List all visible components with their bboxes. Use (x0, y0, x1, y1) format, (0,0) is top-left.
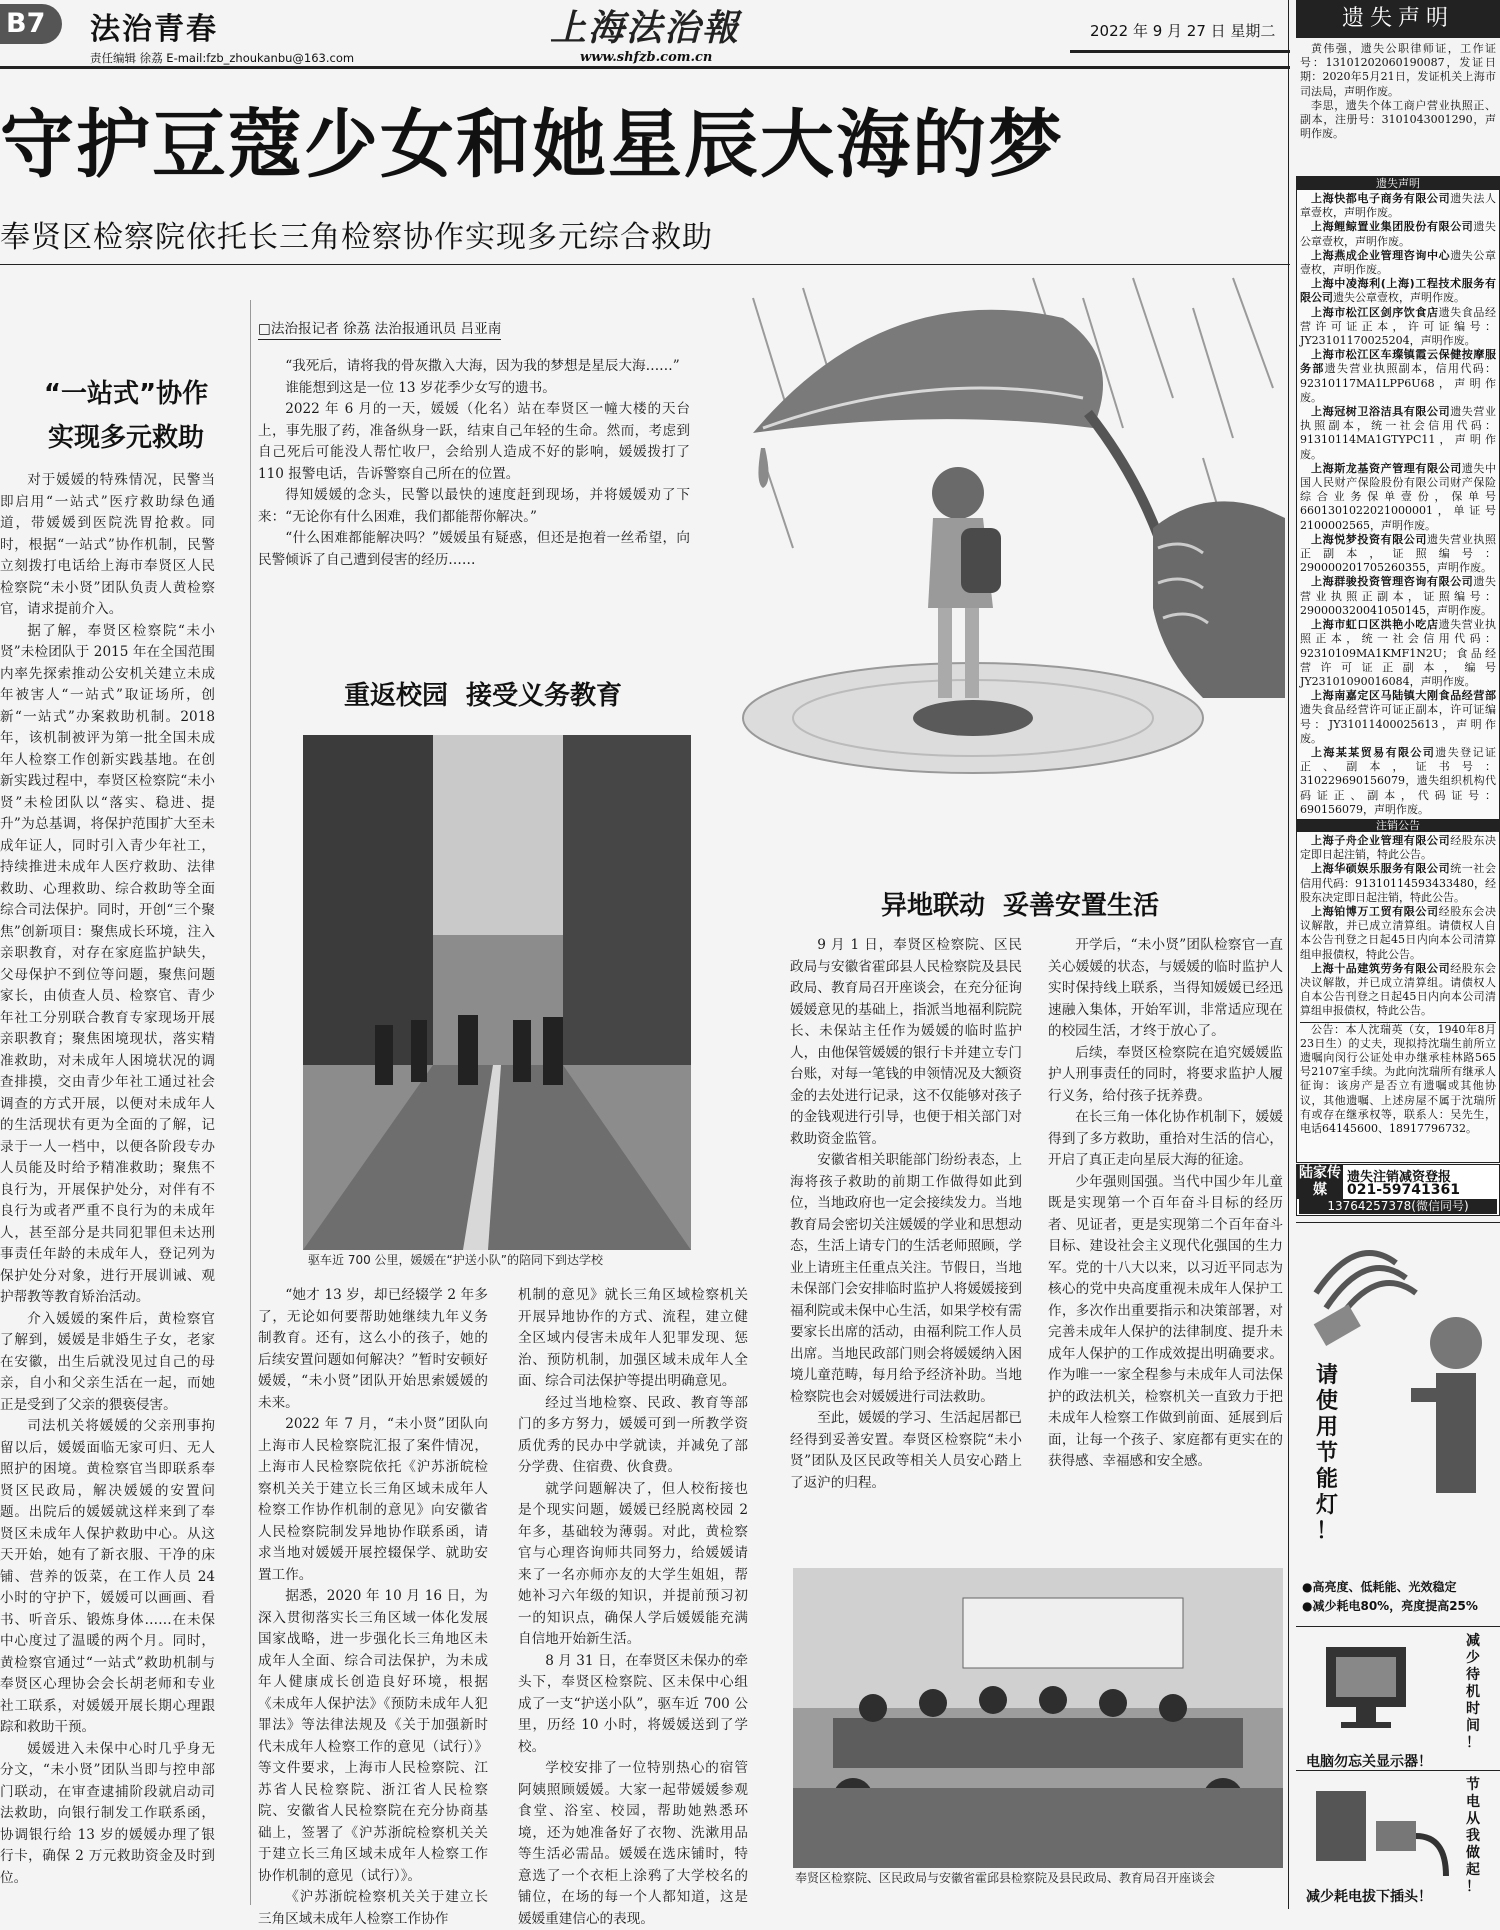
cancel-text: 统一社会信用代码：91310114593433480，经股东决定即日起注销，特此公告。 (1300, 862, 1497, 904)
ad-service: 遗失注销减资登报 (1347, 1170, 1452, 1185)
ad-company: 上海市松江区剑序饮食店 (1311, 305, 1439, 319)
header-rule (0, 66, 1290, 69)
cancel-company: 上海铂博万工贸有限公司 (1311, 904, 1439, 918)
photo-walking-to-school (303, 735, 691, 1250)
ad-entry (1300, 348, 1496, 405)
ad-entry (1300, 192, 1496, 220)
cancel-entry (1300, 834, 1496, 862)
ad-company: 上海市松江区车璨镇霞云保健按摩服务部 (1300, 348, 1496, 376)
ad-company: 上海某某贸易有限公司 (1311, 745, 1436, 759)
sidebar (1296, 0, 1500, 1909)
section1-heading (0, 372, 252, 460)
ad-text: 遗失公章壹枚，声明作废。 (1300, 248, 1497, 277)
paragraph: “她才 13 岁，却已经辍学 2 年多了，无论如何要帮助她继续九年义务制教育。还有，这么小的孩子，她的后续安置问题如何解决？”暂时安顿好媛媛，“未小贤”团队开始思索媛媛的未来。 (258, 1287, 488, 1411)
ad-phone-wechat[interactable]: 13764257378(微信同号) (1299, 1199, 1497, 1214)
ad-text: 遗失中国人民财产保险股份有限公司财产保险综合业务保单壹份，保单号6601301022021000001，单证号2100002565，声明作废。 (1300, 461, 1497, 532)
notice-title: 遗失声明 (1341, 6, 1454, 31)
ad-entry (1300, 746, 1496, 817)
notice-entry: 黄伟强，遗失公职律师证，工作证号：13101202060190087，发证日期：2020年5月21日，发证机关上海市司法局，声明作废。 (1300, 42, 1496, 98)
editor-line: 责任编辑 徐荔 E-mail:fzb_zhoukanbu@163.com (90, 51, 355, 65)
paragraph: 《沪苏浙皖检察机关关于建立长三角区域未成年人检察工作协作 (258, 1889, 488, 1927)
backpack-shape (961, 528, 1001, 593)
psa-2-side: 减少待机时间！ (1466, 1633, 1480, 1751)
psa-1-title: 请使用节能灯！ (1316, 1363, 1339, 1544)
public-notice: 公告：本人沈瑞英（女，1940年8月23日生）的丈夫，现拟持沈瑞生前所立遗嘱向闵行公证处申办继承桂林路565号2107室手续。为此向沈瑞所有继承人征询：该房产是否立有遗嘱或其他协议，其他遗嘱、上述房屋不属于沈瑞所有或存在继承权等，联系人：吴先生，电话64145600、18917796732。 (1300, 1022, 1496, 1135)
ad-text: 遗失营业执照副本，统一社会信用代码：91310114MA1GTYPC11，声明作废。 (1300, 405, 1497, 461)
ad-entry (1300, 306, 1496, 349)
ad-company: 上海群骏投资管理咨询有限公司 (1311, 575, 1474, 589)
paragraph: “什么困难都能解决吗？”媛媛虽有疑惑，但还是抱着一丝希望，向民警倾诉了自己遭到侵害的经历…… (258, 530, 690, 568)
paragraph: 据悉，2020 年 10 月 16 日，为深入贯彻落实长三角区域一体化发展国家战略，进一步强化长三角地区未成年人全面、综合司法保护，为未成年人健康成长创造良好环境，根据《未成年人保护法》《预防未成年人犯罪法》等法律法规及《关于加强新时代未成年人检察工作的意见（试行）》等文件要求，上海市人民检察院、江苏省人民检察院、浙江省人民检察院、安徽省人民检察院在充分协商基础上，签署了《沪苏浙皖检察机关关于建立长三角区域未成年人检察工作协作机制的意见（试行）》。 (258, 1588, 488, 1884)
ad-entry (1300, 405, 1496, 462)
cancel-entry (1300, 862, 1496, 905)
section2-col-a (258, 1285, 488, 1927)
paragraph: 安徽省相关职能部门纷纷表态，上海将孩子救助的前期工作做得如此到位，当地政府也一定会接续发力。当地教育局会密切关注媛媛的学业和思想动态，生活上请专门的生活老师照顾，学业上请班主任重点关注。节假日，当地未保部门会安排临时监护人将媛媛接到福利院或未保中心生活，如果学校有需要家长出席的活动，由福利院工作人员出席。当地民政部门则会将媛媛纳入困境儿童范畴，每月给予经济补助。当地检察院也会对媛媛进行司法救助。 (790, 1152, 1022, 1405)
masthead-url[interactable]: www.shfzb.com.cn (580, 50, 713, 65)
ad-contact-bar[interactable] (1296, 1164, 1500, 1216)
ad-text: 遗失法人章壹枚，声明作废。 (1300, 192, 1497, 220)
ad-brand-label: 陆家传媒 (1299, 1165, 1341, 1198)
ad-company: 上海斯龙基资产管理有限公司 (1311, 461, 1462, 475)
cancel-entry (1300, 905, 1496, 962)
column-rule (250, 300, 251, 1905)
ad-entry (1300, 689, 1496, 746)
girl-head (932, 467, 984, 519)
masthead: 上海法治報 (550, 7, 741, 49)
byline: □法治报记者 徐荔 法治报通讯员 吕亚南 (258, 317, 501, 340)
notice-list (1300, 42, 1496, 141)
paragraph: 至此，媛媛的学习、生活起居都已经得到妥善安置。奉贤区检察院“未小贤”团队及区民政等相关人员安心踏上了返沪的归程。 (790, 1410, 1022, 1491)
cancel-company: 上海子舟企业管理有限公司 (1311, 833, 1451, 847)
paragraph: 在长三角一体化协作机制下，媛媛得到了多方救助，重拾对生活的信心，开启了真正走向星辰大海的征途。 (1048, 1109, 1283, 1168)
cancel-list (1297, 832, 1499, 1138)
photo-svg (303, 735, 691, 1250)
header-rule-right (1070, 50, 1290, 53)
ad-text: 遗失食品经营许可证正本，许可证编号：JY23101170025204，声明作废。 (1300, 305, 1497, 348)
notice-entry: 李思，遗失个体工商户营业执照正、副本，注册号：3101043001290，声明作废。 (1300, 98, 1496, 141)
psa-3-title: 减少耗电拔下插头！ (1306, 1889, 1432, 1905)
illustration-girl-under-leaf (733, 278, 1285, 793)
ad-company: 上海悦梦投资有限公司 (1311, 532, 1427, 546)
paragraph: 开学后，“未小贤”团队检察官一直关心媛媛的状态，与媛媛的临时监护人实时保持线上联系，当得知媛媛已经迅速融入集体，开始军训，非常适应现在的校园生活，才终于放心了。 (1048, 937, 1283, 1039)
ad-brand (1297, 1165, 1343, 1199)
issue-date: 2022 年 9 月 27 日 星期二 (1090, 22, 1276, 40)
ad-company: 上海燕成企业管理咨询中心 (1311, 248, 1451, 262)
photo-caption-meeting: 奉贤区检察院、区民政局与安徽省霍邱县检察院及县民政局、教育局召开座谈会 (795, 1871, 1216, 1885)
ad-text: 遗失营业执照正本，统一社会信用代码：92310109MA1KMF1N2U；食品经营许可证正副本，编号JY23101090016084，声明作废。 (1300, 618, 1497, 688)
paragraph: 2022 年 7 月，“未小贤”团队向上海市人民检察院汇报了案件情况，上海市人民检察院依托《沪苏浙皖检察机关关于建立长三角区域未成年人检察工作协作机制的意见》向安徽省人民检察院制发异地协作联系函，请求当地对媛媛开展控辍保学、就助安置工作。 (258, 1416, 488, 1583)
psa-2-title: 电脑勿忘关显示器！ (1306, 1754, 1432, 1770)
paragraph: 谁能想到这是一位 13 岁花季少女写的遗书。 (285, 379, 556, 396)
headline-rule (0, 264, 1290, 265)
section-tag: 注销公告 (1297, 819, 1499, 832)
section3-col-a (790, 935, 1022, 1535)
cancel-text: 经股东决定即日起注销，特此公告。 (1300, 833, 1497, 862)
paragraph: 经过当地检察、民政、教育等部门的多方努力，媛媛可到一所教学资质优秀的民办中学就读，并减免了部分学费、住宿费、伙食费。 (518, 1394, 748, 1475)
paragraph: 机制的意见》就长三角区域检察机关开展异地协作的方式、流程，建立健全区域内侵害未成年人犯罪发现、惩治、预防机制，加强区域未成年人全面、综合司法保护等提出明确意见。 (518, 1287, 748, 1389)
psa-1-bullet-1: ●高亮度、低耗能、光效稳定 (1302, 1580, 1457, 1594)
paragraph: 介入媛媛的案件后，黄检察官了解到，媛媛是非婚生子女，老家在安徽，出生后就没见过自己的母亲，自小和父亲生活在一起，而她正是受到了父亲的猥亵侵害。 (0, 1310, 215, 1413)
section-title: 法治青春 (90, 12, 218, 47)
notice-header (1296, 0, 1500, 38)
headline: 守护豆蔻少女和她星辰大海的梦 (0, 102, 1064, 188)
ad-company: 上海中凌海利(上海)工程技术服务有限公司 (1300, 277, 1496, 305)
section3-heading: 异地联动 妥善安置生活 (880, 891, 1160, 921)
monitor-icon (1306, 1637, 1446, 1737)
paragraph: 就学问题解决了，但人校衔接也是个现实问题，媛媛已经脱离校园 2 年多，基础较为薄弱。对此，黄检察官与心理咨询师共同努力，给媛媛请来了一名亦师亦友的大学生姐姐，帮她补习六年级的知识，并提前预习初一的知识点，确保人学后媛媛能充满自信地开始新生活。 (518, 1480, 748, 1647)
ad-text: 遗失食品经营许可证正副本，许可证编号：JY31011400025613，声明作废。 (1300, 703, 1496, 745)
psa-1-bullet-2: ●减少耗电80%，亮度提高25% (1302, 1599, 1478, 1613)
ad-entry (1300, 220, 1496, 248)
ad-text: 遗失公章壹枚，声明作废。 (1300, 220, 1497, 248)
paragraph: 9 月 1 日，奉贤区检察院、区民政局与安徽省霍邱县人民检察院及县民政局、教育局召开座谈会，在充分征询媛媛意见的基础上，指派当地福利院院长、未保站主任作为媛媛的临时监护人，由他保管媛媛的银行卡并建立专门台账，对每一笔钱的申领情况及大额资金的去处进行记录，这不仅能够对孩子的金钱观进行引导，也便于相关部门对救助资金监管。 (790, 937, 1022, 1147)
ad-company: 上海鲤鲸置业集团股份有限公司 (1311, 220, 1474, 234)
classified-box (1296, 176, 1500, 1163)
paragraph: 学校安排了一位特别热心的宿管阿姨照顾媛媛。大家一起带媛媛参观食堂、浴室、校园，帮助她熟悉环境，还为她准备好了衣物、洗漱用品等生活必需品。媛媛在选床铺时，特意选了一个衣柜上涂鸦了大学校名的铺位，在场的每一个人都知道，这是媛媛重建信心的表现。 (518, 1760, 748, 1927)
ad-entry (1300, 618, 1496, 689)
section1-heading-line2: 实现多元救助 (47, 423, 204, 453)
ad-text: 遗失公章壹枚，声明作废。 (1333, 291, 1465, 305)
photo-caption-school: 驱车近 700 公里，媛媛在“护送小队”的陪同下到达学校 (308, 1253, 603, 1267)
ads-list (1297, 190, 1499, 819)
cancel-text: 经股东会决议解散，并已成立清算组。请债权人自本公告刊登之日起45日内向本公司清算组申报债权，特此公告。 (1300, 961, 1497, 1018)
psa-plug (1296, 1770, 1500, 1910)
paragraph: 8 月 31 日，在奉贤区未保办的牵头下，奉贤区检察院、区未保中心组成了一支“护送小队”，驱车近 700 公里，历经 10 小时，将媛媛送到了学校。 (518, 1652, 748, 1755)
page-number-badge (0, 4, 62, 44)
cancel-company: 上海华硕娱乐服务有限公司 (1311, 862, 1451, 876)
paragraph: 媛媛进入未保中心时几乎身无分文，“未小贤”团队当即与控申部门联动，在审查逮捕阶段就启动司法救助，向银行制发工作联系函，协调银行给 13 岁的媛媛办理了银行卡，确保 2 万元救助资金及时到位。 (0, 1740, 215, 1886)
column-rule (1288, 0, 1289, 1909)
photo-meeting (793, 1568, 1283, 1868)
psa-energy-bulb (1296, 1222, 1500, 1623)
ad-company: 上海冠树卫浴洁具有限公司 (1311, 405, 1451, 419)
section2-col-b (518, 1285, 748, 1927)
section-tag: 遗失声明 (1297, 177, 1499, 190)
cancel-entry (1300, 962, 1496, 1019)
section1-heading-line1: “一站式”协作 (43, 379, 209, 409)
subheadline: 奉贤区检察院依托长三角检察协作实现多元综合救助 (0, 220, 713, 255)
intro-body (258, 356, 690, 571)
paragraph: 后续，奉贤区检察院在追究媛媛监护人刑事责任的同时，将要求监护人履行义务，给付孩子抚养费。 (1048, 1044, 1283, 1104)
paragraph: 得知媛媛的念头，民警以最快的速度赶到现场，并将媛媛劝了下来：“无论你有什么困难，我们都能帮你解决。” (258, 487, 690, 525)
ad-company: 上海快都电子商务有限公司 (1311, 192, 1451, 205)
cancel-company: 上海十品建筑劳务有限公司 (1311, 961, 1451, 975)
paragraph: 少年强则国强。当代中国少年儿童既是实现第一个百年奋斗目标的经历者、见证者，更是实现第二个百年奋斗目标、建设社会主义现代化强国的生力军。党的十八大以来，以习近平同志为核心的党中央高度重视未成年人保护工作，多次作出重要指示和决策部署，对完善未成年人保护的法律制度、提升未成年人保护的工作成效提出明确要求。作为唯一一家全程参与未成年人司法保护的政法机关，检察机关一直致力于把未成年人检察工作做到前面、延展到后面，让每一个孩子、家庭都有更实在的获得感、幸福感和安全感。 (1048, 1173, 1283, 1469)
ad-entry (1300, 533, 1496, 576)
meeting-photo-svg (793, 1568, 1283, 1868)
ad-company: 上海南嘉定区马陆镇大刚食品经营部 (1311, 689, 1496, 703)
paragraph: 对于媛媛的特殊情况，民警当即启用“一站式”医疗救助绿色通道，带媛媛到医院洗胃抢救。同时，根据“一站式”协作机制，民警立刻拨打电话给上海市奉贤区人民检察院“未小贤”团队负责人黄检察官，请求提前介入。 (0, 472, 215, 617)
section2-heading: 重返校园 接受义务教育 (343, 681, 623, 711)
section1-body (0, 470, 215, 1905)
paragraph: 据了解，奉贤区检察院“未小贤”未检团队于 2015 年在全国范围内率先探索推动公安机关建立未成年被害人“一站式”取证场所，创新“一站式”办案救助机制。2018 年，该机制被评为第一批全国未成年人检察工作创新实践基地。在创新实践过程中，奉贤区检察院“未小贤”未检团队以“落实、稳进、提升”为总基调，将保护范围扩大至未成年证人，同时引入青少年社工，持续推进未成年人医疗救助、法律救助、心理救助、综合救助等全面综合司法保护。同时，开创“三个聚焦”创新项目：聚焦成长环境，注入亲职教育，对存在家庭监护缺失，父母保护不到位等问题，聚焦问题家长，由侦查人员、检察官、青少年社工分别联合教育专家现场开展亲职教育；聚焦困境现状，落实精准救助，对未成年人困境状况的调查排摸，交由青少年社工通过社会调查的方式开展，以便对未成年人的生活现状有更为全面的了解，记录于一人一档中，以便各阶段专办人员能及时给予精准救助；聚焦不良行为，开展保护处分，对伴有不良行为或者严重不良行为的未成年人，甚至部分是共同犯罪但未达刑事责任年龄的未成年人，登记列为保护处分对象，进行开展训诫、观护帮教等教育矫治活动。 (0, 622, 215, 1305)
psa-monitor (1296, 1626, 1500, 1770)
ad-entry (1300, 575, 1496, 618)
paragraph: “我死后，请将我的骨灰撒入大海，因为我的梦想是星辰大海……” (285, 358, 680, 374)
cancel-text: 经股东会决议解散，并已成立清算组。请债权人自本公告刊登之日起45日内向本公司清算组申报债权，特此公告。 (1300, 904, 1497, 961)
ad-text: 遗失登记证正、副本，证书号：310229690156079，遗失组织机构代码证正、副本，代码证号：690156079，声明作废。 (1300, 745, 1497, 816)
section3-col-b (1048, 935, 1283, 1535)
ad-phone[interactable]: 021-59741361 (1347, 1182, 1460, 1198)
ad-text: 遗失营业执照正副本，证照编号：290000320041050145，声明作废。 (1300, 575, 1497, 617)
ad-entry (1300, 249, 1496, 277)
ad-text: 遗失营业执照正副本，证照编号：290000201705260355，声明作废。 (1300, 532, 1496, 575)
ad-entry (1300, 462, 1496, 533)
plug-icon (1306, 1781, 1456, 1881)
ad-entry (1300, 277, 1496, 305)
paragraph: 司法机关将媛媛的父亲刑事拘留以后，媛媛面临无家可归、无人照护的困境。黄检察官当即联系奉贤区民政局，解决媛媛的安置问题。出院后的媛媛就这样来到了奉贤区未成年人保护救助中心。从这天开始，她有了新衣服、干净的床铺、营养的饭菜，在工作人员 24 小时的守护下，媛媛可以画画、看书、听音乐、锻炼身体……在未保中心度过了温暖的两个月。同时，黄检察官通过“一站式”救助机制与奉贤区心理协会会长胡老师和专业社工联系，对媛媛开展长期心理跟踪和救助干预。 (0, 1418, 215, 1735)
illustration-svg (733, 278, 1285, 793)
ad-text: 遗失营业执照副本，信用代码：92310117MA1LPP6U68，声明作废。 (1300, 362, 1497, 404)
paragraph: 2022 年 6 月的一天，媛媛（化名）站在奉贤区一幢大楼的天台上，事先服了药，准备纵身一跃，结束自己年轻的生命。然而，考虑到自己死后可能没人帮忙收尸，会给别人造成不好的影响，媛媛拨打了 110 报警电话，告诉警察自己所在的位置。 (258, 401, 690, 482)
page-number-label: B7 (6, 8, 46, 39)
ad-company: 上海市虹口区洪艳小吃店 (1311, 618, 1439, 632)
psa-3-side: 节电从我做起！ (1466, 1777, 1480, 1895)
